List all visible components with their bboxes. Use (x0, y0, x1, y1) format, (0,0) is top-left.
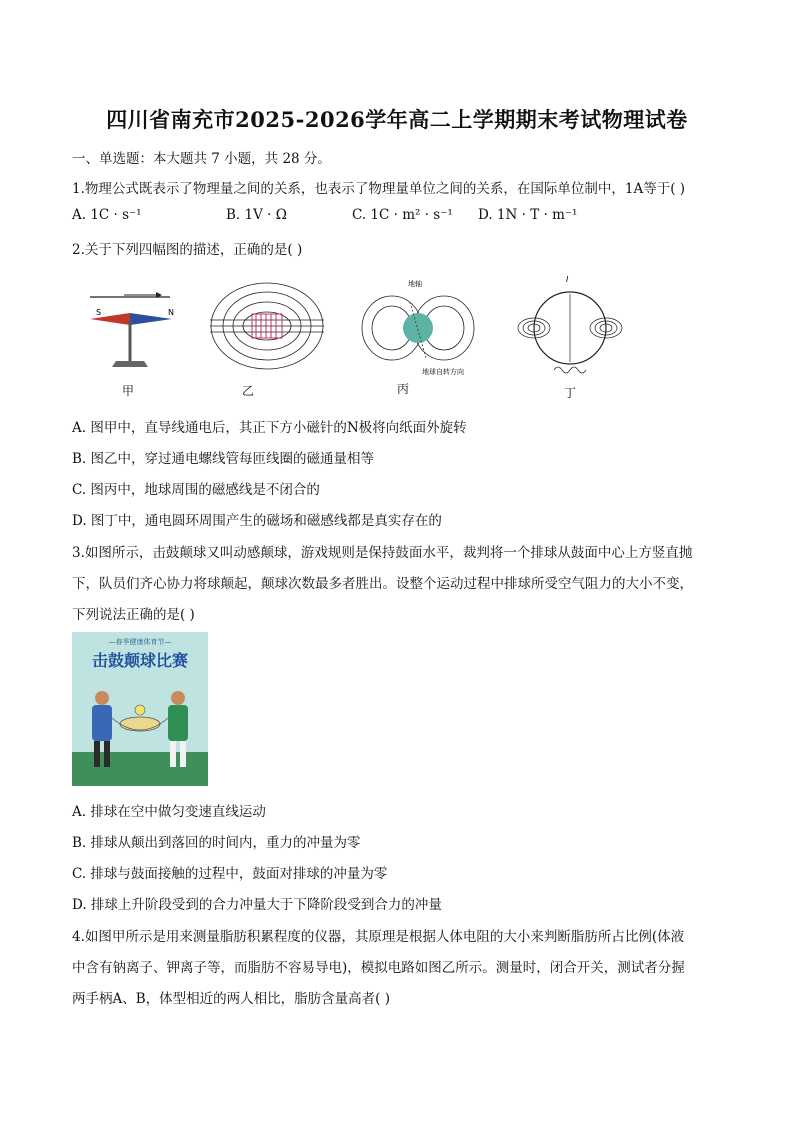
drum-ball-poster-image (72, 632, 208, 786)
figure-label-ding: 丁 (563, 386, 576, 400)
q3-option-c: C. 排球与鼓面接触的过程中，鼓面对排球的冲量为零 (72, 866, 388, 882)
q3-option-d: D. 排球上升阶段受到的合力冲量大于下降阶段受到合力的冲量 (72, 897, 442, 913)
q2-option-a: A. 图甲中，直导线通电后，其正下方小磁针的N极将向纸面外旋转 (72, 420, 467, 436)
q2-option-d: D. 图丁中，通电圆环周围产生的磁场和磁感线都是真实存在的 (72, 513, 442, 529)
needle-stand (112, 361, 148, 367)
figure-ding (514, 272, 632, 382)
rotation-label: 地球自转方向 (422, 368, 464, 376)
question-1-stem: 1.物理公式既表示了物理量之间的关系，也表示了物理量单位之间的关系，在国际单位制中，1A等于( ) (72, 181, 686, 197)
figure-label-bing: 丙 (396, 382, 409, 396)
q2-option-b: B. 图乙中，穿过通电螺线管每匝线圈的磁通量相等 (72, 451, 375, 467)
question-3-stem-line-3: 下列说法正确的是( ) (72, 607, 195, 623)
q1-option-a: A. 1C · s⁻¹ (72, 207, 142, 223)
n-pole-label: N (168, 308, 174, 317)
q1-option-c: C. 1C · m² · s⁻¹ (352, 207, 453, 223)
figure-label-jia: 甲 (121, 384, 134, 398)
current-label: I (566, 275, 569, 284)
q1-option-b: B. 1V · Ω (226, 207, 287, 223)
figure-yi (206, 280, 328, 372)
question-4-stem-line-2: 中含有钠离子、钾离子等，而脂肪不容易导电)，模拟电路如图乙所示。测量时，闭合开关，测试者分握 (72, 960, 685, 976)
q3-option-b: B. 排球从颠出到落回的时间内，重力的冲量为零 (72, 835, 361, 851)
poster-headline: 击鼓颠球比赛 (91, 651, 189, 670)
question-4-stem-line-1: 4.如图甲所示是用来测量脂肪积累程度的仪器，其原理是根据人体电阻的大小来判断脂肪所占比例(体液 (72, 929, 685, 945)
question-3-stem-line-1: 3.如图所示，击鼓颠球又叫动感颠球，游戏规则是保持鼓面水平，裁判将一个排球从鼓面中心上方竖直抛 (72, 545, 693, 561)
question-3-stem-line-2: 下，队员们齐心协力将球颠起，颠球次数最多者胜出。设整个运动过程中排球所受空气阻力的大小不变， (72, 576, 693, 592)
q2-option-c: C. 图丙中，地球周围的磁感线是不闭合的 (72, 482, 320, 498)
question-4-stem-line-3: 两手柄A、B，体型相近的两人相比，脂肪含量高者( ) (72, 991, 390, 1007)
s-pole-label: S (96, 308, 102, 317)
earth-globe (403, 313, 433, 343)
figure-bing (358, 274, 478, 378)
section-heading: 一、单选题：本大题共 7 小题，共 28 分。 (72, 151, 331, 167)
page-title: 四川省南充市2025-2026学年高二上学期期末考试物理试卷 (106, 107, 688, 132)
needle-north (130, 313, 172, 325)
q1-option-d: D. 1N · T · m⁻¹ (478, 207, 578, 223)
question-2-stem: 2.关于下列四幅图的描述，正确的是( ) (72, 242, 303, 258)
figure-label-yi: 乙 (241, 384, 254, 398)
q3-option-a: A. 排球在空中做匀变速直线运动 (72, 804, 266, 820)
earth-axis-label: 地轴 (408, 280, 422, 288)
poster-banner: —春季健康体育节— (108, 638, 172, 646)
figure-jia (86, 283, 176, 373)
